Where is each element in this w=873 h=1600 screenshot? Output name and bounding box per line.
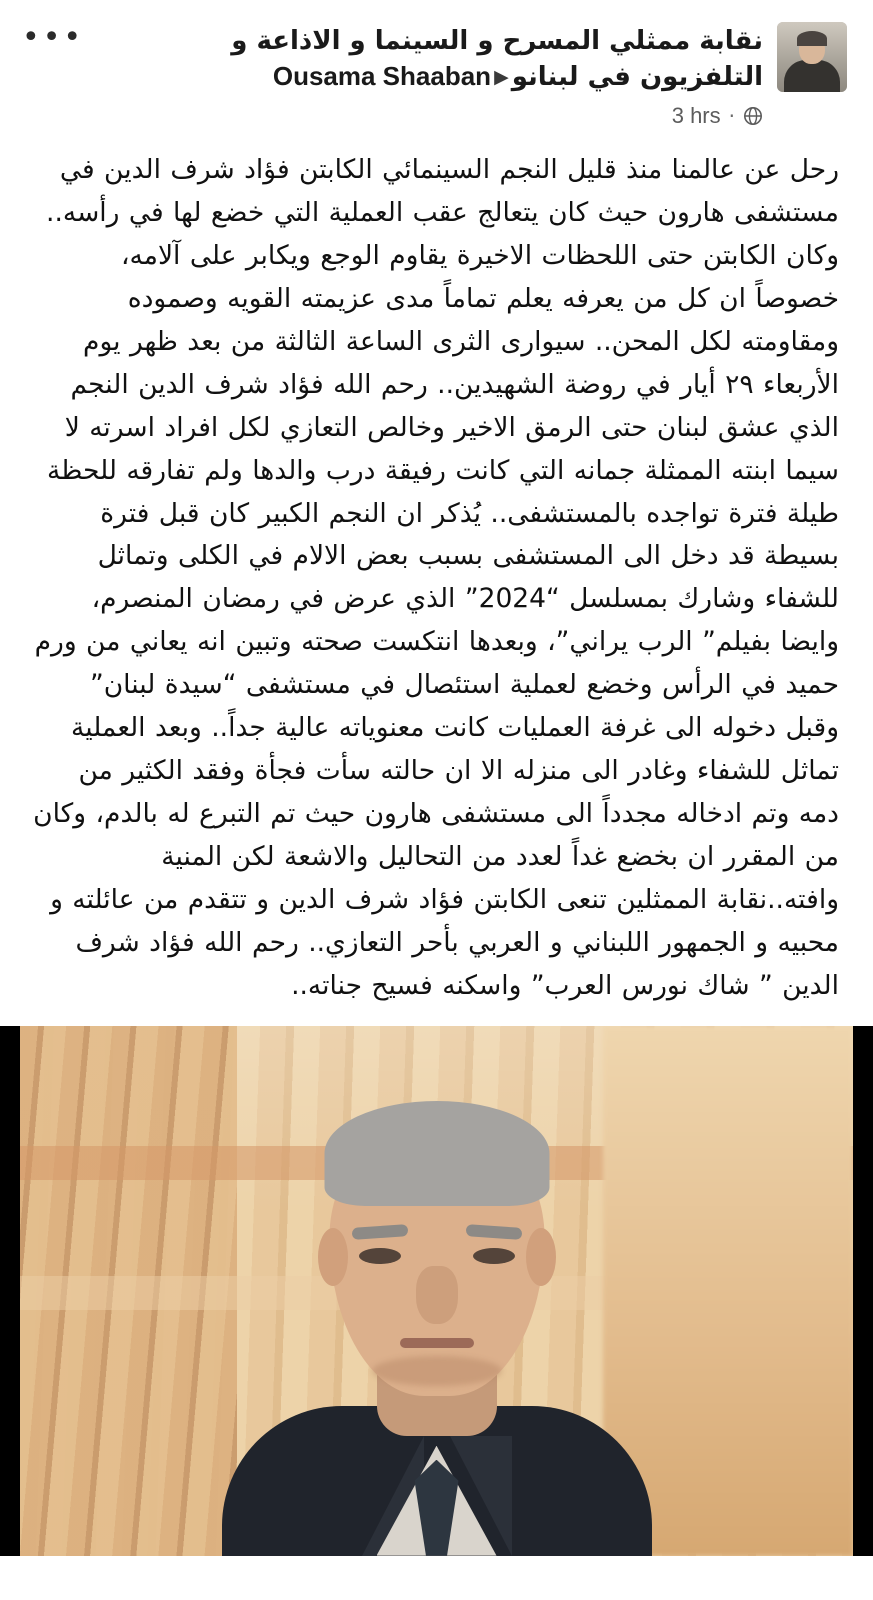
page-name-link[interactable]: نقابة ممثلي المسرح و السينما و الاذاعة و التلفزيون في لبنان [231,26,763,93]
post-meta-inner [672,103,763,129]
post-timestamp[interactable]: 3 hrs [671,103,721,129]
post-meta [100,103,763,129]
subject-ear [526,1228,556,1286]
post-options-menu-icon[interactable]: ••• [22,20,85,55]
subject-nose [416,1266,458,1324]
globe-icon[interactable] [743,106,763,126]
subject-chin-shadow [372,1356,502,1386]
photo-subject [222,1056,652,1556]
post-header-text [100,22,763,129]
attribution-conjunction: و [511,62,528,93]
photo-frame [20,1026,853,1556]
meta-separator: · [728,104,735,129]
share-arrow-icon: ▶ [494,66,509,89]
post-photo[interactable] [0,1026,873,1556]
post-attribution-line [100,24,763,95]
subject-eye [473,1248,515,1264]
post-header [0,0,873,135]
avatar[interactable] [777,22,847,92]
avatar-body [784,60,840,92]
subject-ear [318,1228,348,1286]
post-body-text: رحل عن عالمنا منذ قليل النجم السينمائي الكابتن فؤاد شرف الدين في مستشفى هارون حيث كان يتعالج عقب العملية التي خضع لها في رأسه.. وكان الكابتن حتى اللحظات الاخيرة يقاوم الوجع ويكابر على آلامه، خصوصاً ان كل من يعرفه يعلم تماماً مدى عزيمته القويه وصموده ومقاومته لكل المحن.. سيوارى الثرى الساعة الثالثة من بعد ظهر يوم الأربعاء ٢٩ أيار في روضة الشهيدين.. رحم الله فؤاد شرف الدين النجم الذي عشق لبنان حتى الرمق الاخير وخالص التعازي لكل افراد اسرته لا سيما ابنته الممثلة جمانه التي كانت رفيقة درب والدها ولم تفارقه للحظة طيلة فترة تواجده بالمستشفى.. يُذكر ان النجم الكبير كان قبل فترة بسيطة قد دخل الى المستشفى بسبب بعض الالام في الكلى وتماثل للشفاء وشارك بمسلسل “2024” الذي عرض في رمضان المنصرم، وايضا بفيلم” الرب يراني”، وبعدها انتكست صحته وتبين انه يعاني من ورم حميد في الرأس وخضع لعملية استئصال في مستشفى “سيدة لبنان” وقبل دخوله الى غرفة العمليات كانت معنوياته عالية جداً.. وبعد العملية تماثل للشفاء وغادر الى منزله الا ان حالته سأت فجأة وفقد الكثير من دمه وتم ادخاله مجدداً الى مستشفى هارون حيث تم التبرع له بالدم، وكان من المقرر ان بخضع غداً لعدد من التحاليل والاشعة لكن المنية وافته..نقابة الممثلين تنعى الكابتن فؤاد شرف الدين و تتقدم من عائلته و محبيه و الجمهور اللبناني و العربي بأحر التعازي.. رحم الله فؤاد شرف الدين ” شاك نورس العرب” واسكنه فسيح جناته.. [33,154,839,1001]
avatar-hair [797,31,827,46]
subject-eye [359,1248,401,1264]
subject-mouth [400,1338,474,1348]
actor-name-link[interactable]: Ousama Shaaban [272,61,492,92]
subject-hair [324,1101,549,1206]
